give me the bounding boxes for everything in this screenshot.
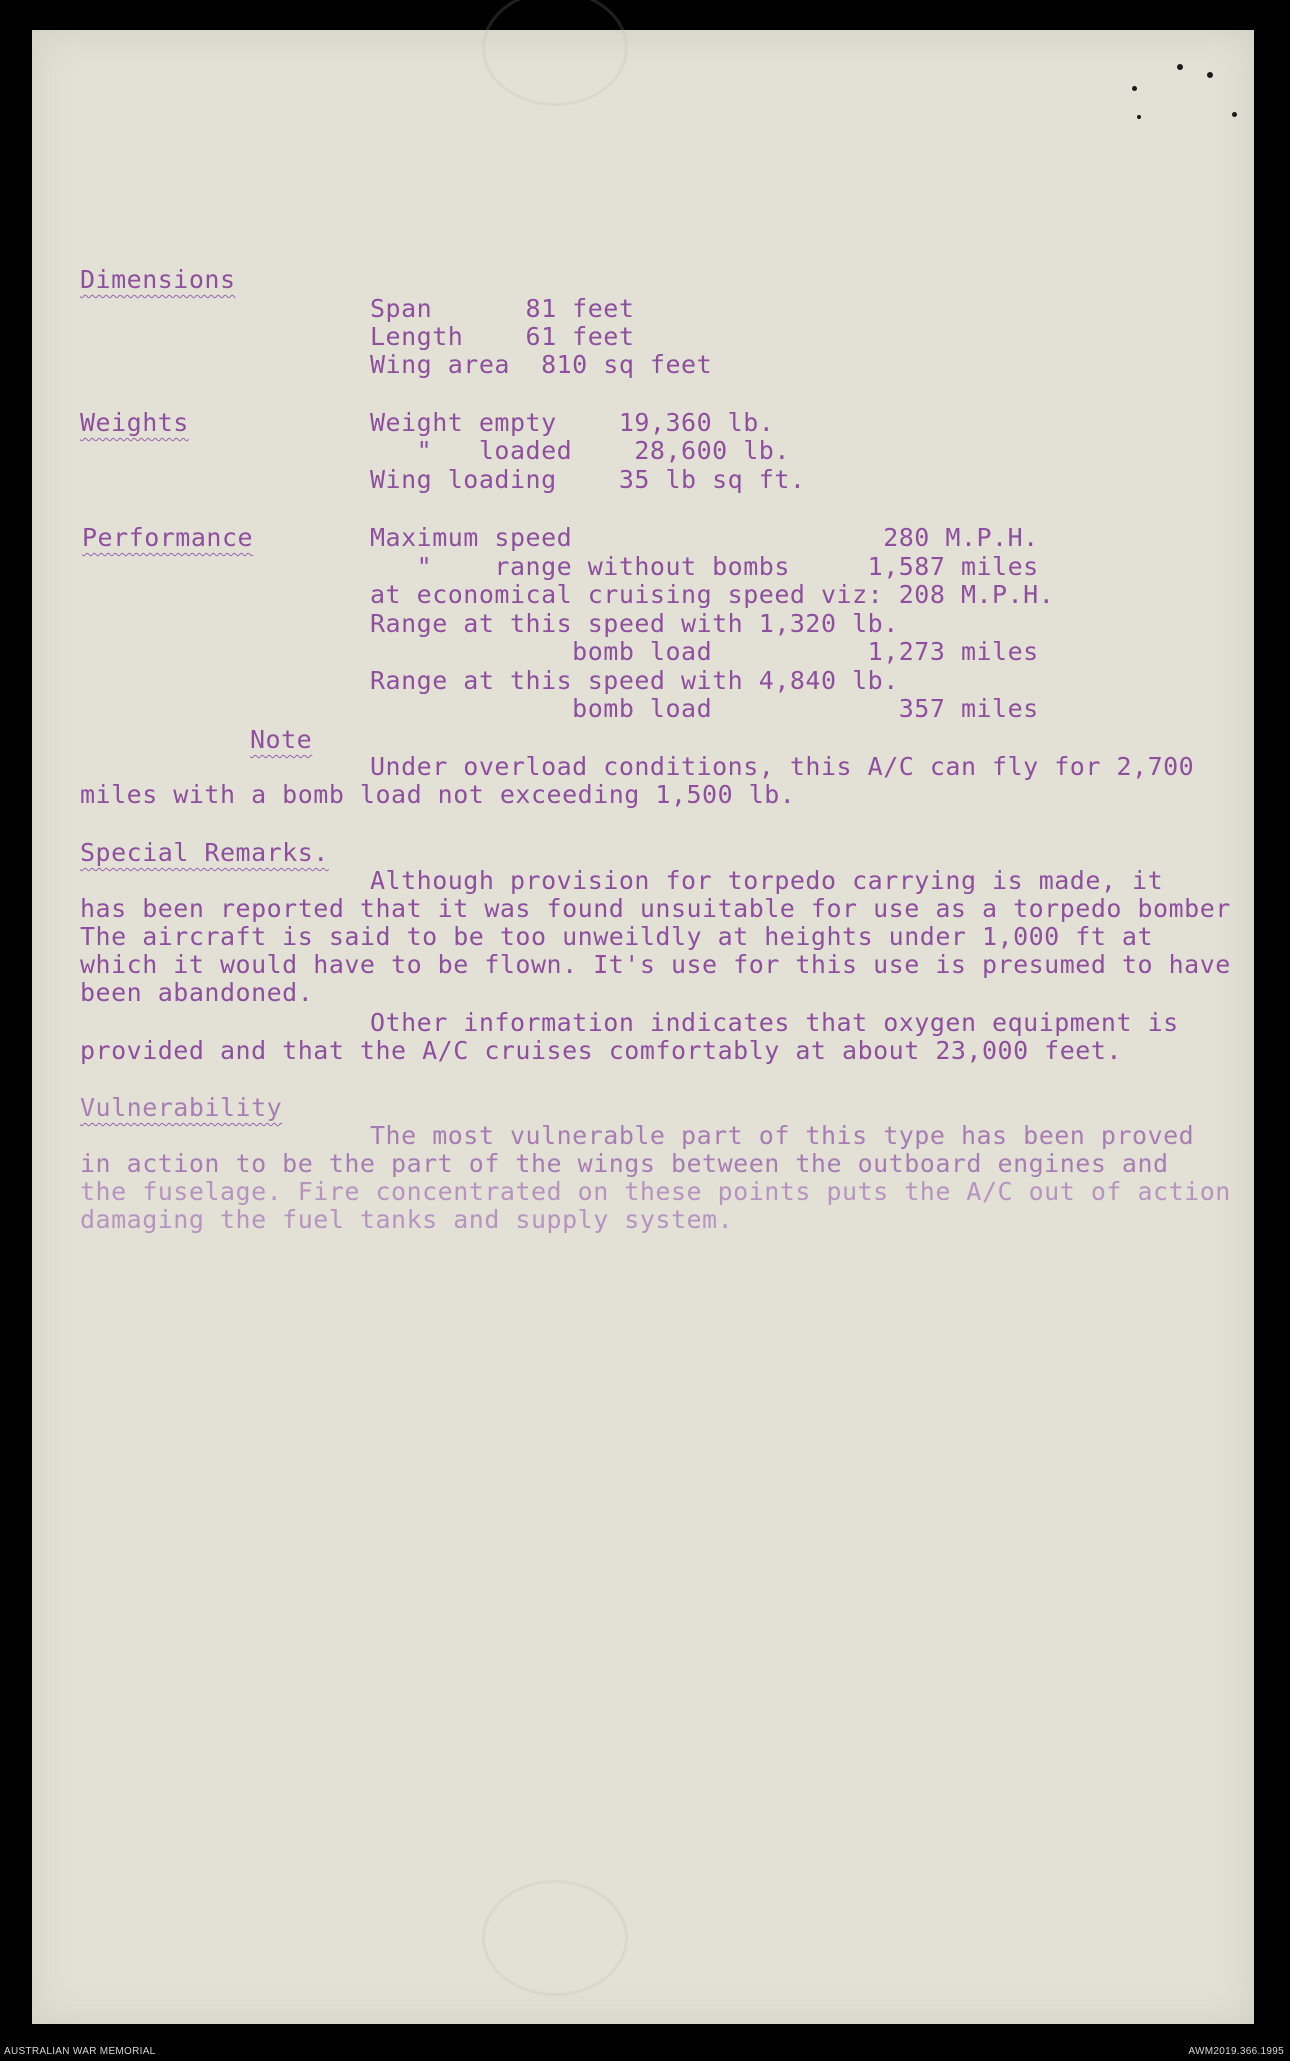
document-page <box>32 30 1254 2024</box>
vulnerability-line: in action to be the part of the wings between the outboard engines and <box>80 1149 1169 1178</box>
weights-line: Wing loading 35 lb sq ft. <box>370 465 806 494</box>
special-remarks-heading: Special Remarks. <box>80 838 329 867</box>
vulnerability-line: damaging the fuel tanks and supply system. <box>80 1205 734 1234</box>
weights-line: " loaded 28,600 lb. <box>370 436 790 465</box>
punch-mark <box>1132 86 1137 91</box>
weights-heading: Weights <box>80 408 189 437</box>
dimensions-line: Span 81 feet <box>370 294 635 323</box>
vulnerability-line: the fuselage. Fire concentrated on these points puts the A/C out of action <box>80 1177 1231 1206</box>
dimensions-heading: Dimensions <box>80 265 236 294</box>
special-remarks-line: which it would have to be flown. It's use for this use is presumed to have <box>80 950 1231 979</box>
performance-line: Maximum speed 280 M.P.H. <box>370 523 1039 552</box>
dimensions-line: Length 61 feet <box>370 322 635 351</box>
footer-institution: AUSTRALIAN WAR MEMORIAL <box>4 2046 156 2057</box>
special-remarks-line: Although provision for torpedo carrying is made, it <box>370 866 1164 895</box>
weights-line: Weight empty 19,360 lb. <box>370 408 775 437</box>
watermark-crest-bottom <box>482 1880 628 1996</box>
special-remarks-line: Other information indicates that oxygen equipment is <box>370 1008 1179 1037</box>
special-remarks-line: been abandoned. <box>80 978 314 1007</box>
watermark-crest-top <box>482 0 628 106</box>
performance-heading: Performance <box>82 523 254 552</box>
special-remarks-line: The aircraft is said to be too unweildly at heights under 1,000 ft at <box>80 922 1154 951</box>
performance-line: Range at this speed with 1,320 lb. <box>370 609 899 638</box>
punch-mark <box>1207 72 1213 78</box>
note-line: miles with a bomb load not exceeding 1,500 lb. <box>80 780 796 809</box>
performance-line: bomb load 1,273 miles <box>370 637 1039 666</box>
special-remarks-line: has been reported that it was found unsuitable for use as a torpedo bomber <box>80 894 1231 923</box>
dimensions-line: Wing area 810 sq feet <box>370 350 713 379</box>
performance-line: at economical cruising speed viz: 208 M.P.H. <box>370 580 1055 609</box>
note-line: Under overload conditions, this A/C can fly for 2,700 <box>370 752 1195 781</box>
performance-line: Range at this speed with 4,840 lb. <box>370 666 899 695</box>
vulnerability-line: The most vulnerable part of this type has been proved <box>370 1121 1195 1150</box>
vulnerability-heading: Vulnerability <box>80 1093 283 1122</box>
punch-mark <box>1137 115 1141 119</box>
punch-mark <box>1232 112 1237 117</box>
performance-line: bomb load 357 miles <box>370 694 1039 723</box>
performance-line: " range without bombs 1,587 miles <box>370 552 1039 581</box>
note-heading: Note <box>250 725 313 754</box>
special-remarks-line: provided and that the A/C cruises comfortably at about 23,000 feet. <box>80 1036 1122 1065</box>
footer-accession-number: AWM2019.366.1995 <box>1188 2046 1284 2057</box>
punch-mark <box>1177 64 1183 70</box>
